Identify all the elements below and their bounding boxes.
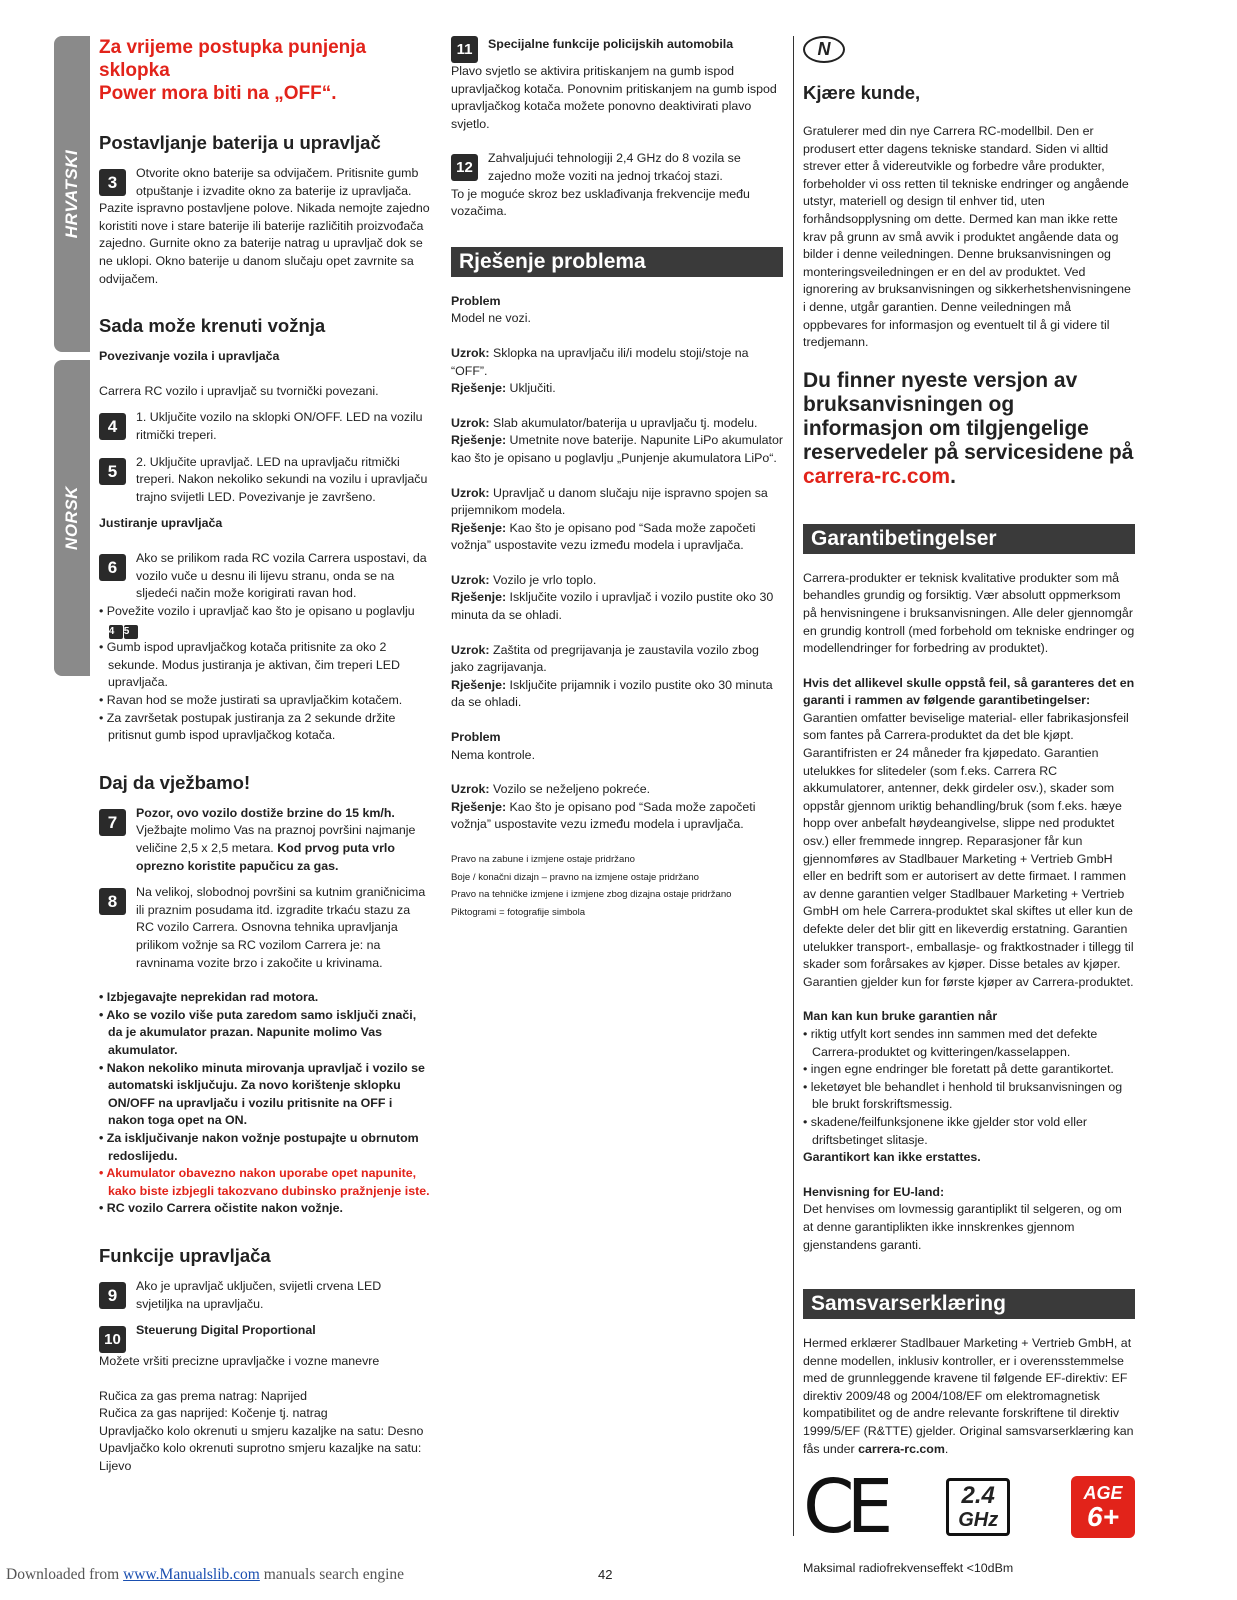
column-divider bbox=[793, 36, 794, 1536]
heading-batteries: Postavljanje baterija u upravljač bbox=[99, 132, 381, 153]
age-6-plus-icon: AGE 6+ bbox=[1071, 1476, 1135, 1538]
paragraph-bold: Hvis det allikevel skulle oppstå feil, så garanteres det en garanti i rammen av følgende garantibetingelser: bbox=[803, 675, 1135, 708]
section-bar-troubleshooting: Rješenje problema bbox=[451, 247, 783, 277]
list-item: Upravljačko kolo okrenuti u smjeru kazaljke na satu: Desno bbox=[99, 1423, 424, 1438]
problem-text: Nema kontrole. bbox=[451, 747, 536, 762]
paragraph: Možete vršiti precizne upravljačke i vozne manevre bbox=[99, 1354, 380, 1369]
step-text: Otvorite okno baterije sa odvijačem. Pritisnite gumb otpuštanje i izvadite okno za baterije iz upravljača. bbox=[136, 166, 419, 198]
trouble-item: Uzrok: Upravljač u danom slučaju nije ispravno spojen sa prijemnikom modela. Rješenje: Kao što je opisano pod “Sada može započeti vožnja” uspostavite vezu između modela i upravljača. bbox=[451, 485, 768, 553]
max-power-note: Maksimal radiofrekvenseffekt <10dBm bbox=[803, 1561, 1014, 1576]
tab-label: HRVATSKI bbox=[62, 149, 81, 239]
step-title: Specijalne funkcije policijskih automobila bbox=[488, 37, 734, 51]
trouble-item: Uzrok: Vozilo se neželjeno pokreće. Rješenje: Kao što je opisano pod “Sada može započeti vožnja” uspostavite vezu između modela i upravljača. bbox=[451, 782, 756, 832]
step-text: Pozor, ovo vozilo dostiže brzine do 15 km/h. Vježbajte molimo Vas na praznoj površini najmanje veličine 2,5 x 2,5 metara. Kod prvog puta vrlo oprezno koristite papučicu za gas. bbox=[136, 805, 416, 873]
subheading: Man kan kun bruke garantien når bbox=[803, 1009, 998, 1024]
manualslib-link[interactable]: www.Manualslib.com bbox=[123, 1566, 260, 1583]
step-5 bbox=[99, 454, 431, 507]
tab-label: NORSK bbox=[62, 486, 81, 550]
subheading-connect: Povezivanje vozila i upravljača bbox=[99, 349, 280, 364]
step-10 bbox=[99, 1322, 431, 1353]
list-item: • ingen egne endringer ble foretatt på dette garantikortet. bbox=[803, 1062, 1114, 1077]
step-text: 1. Uključite vozilo na sklopki ON/OFF. LED na vozilu ritmički treperi. bbox=[136, 410, 423, 442]
section-bar-warranty: Garantibetingelser bbox=[803, 524, 1135, 554]
website-link[interactable]: carrera-rc.com bbox=[803, 464, 951, 488]
step-number: 11 bbox=[451, 36, 478, 63]
note: Piktogrami = fotografije simbola bbox=[451, 906, 586, 918]
certification-logos bbox=[803, 1464, 1135, 1551]
list-item: Ručica za gas naprijed: Kočenje tj. natrag bbox=[99, 1406, 328, 1421]
charging-warning-heading: Za vrijeme postupka punjenja sklopka Power mora biti na „OFF“. bbox=[99, 37, 367, 104]
problem-label: Problem bbox=[451, 293, 501, 308]
legal-notes bbox=[451, 851, 783, 921]
section-bar-conformity: Samsvarserklæring bbox=[803, 1289, 1135, 1319]
note: Boje / konačni dizajn – pravno na izmjene ostaje pridržano bbox=[451, 871, 699, 883]
column-croatian-2 bbox=[451, 36, 783, 921]
step-number: 7 bbox=[99, 809, 126, 836]
conditions-list bbox=[803, 1026, 1135, 1149]
step-3 bbox=[99, 165, 431, 200]
heading-drive: Sada može krenuti vožnja bbox=[99, 315, 326, 337]
paragraph: Garantien omfatter beviselige material- eller fabrikasjonsfeil som fantes på Carrera-produktet da det ble kjøpt. Garantifristen er 24 måneder fra kjøpedato. Garantien utelukkes for slitedeler (som f.eks. Carrera RC akkumulatorer, antenner, dekk girdeler osv.), skader som oppstår gjennom uriktig behandling/bruk (som f.eks. hæye hopp over anbefalt høydeangivelse, slippe ned produktet osv.) eller fremmede inngrep. Reparasjoner får kun gjennomføres av Stadlbauer Marketing + Vertrieb GmbH eller en bedrift som er autorisert av dette firmaet. I rammen av denne garantien velger Stadlbauer Marketing + Vertrieb GmbH om hele Carrera-produktet skal skiftes ut eller kun de defekte deler det blir gitt en likeverdig erstatning. Garantien utelukker transport-, emballasje- og fraktkostnader i tillegg til skader som forårsakes av kjøper. Disse betales av kjøper. Garantien gjelder kun for første kjøper av Carrera-produktet. bbox=[803, 710, 1134, 989]
step-number: 3 bbox=[99, 169, 126, 196]
list-item: • RC vozilo Carrera očistite nakon vožnje. bbox=[99, 1201, 343, 1216]
problem-text: Model ne vozi. bbox=[451, 311, 531, 326]
paragraph: Plavo svjetlo se aktivira pritiskanjem na gumb ispod upravljačkog kotača. Ponovnim pritiskanjem na gumb ispod upravljačkog kotača možete ponovno deaktivirati plavo svjetlo. bbox=[451, 64, 777, 131]
manual-notice: Du finner nyeste versjon av bruksanvisningen og informasjon om tilgjengelige reservedeler på servicesidene på carrera-rc.com. bbox=[803, 368, 1134, 488]
step-12 bbox=[451, 150, 783, 185]
step-9 bbox=[99, 1278, 431, 1313]
card-note: Garantikort kan ikke erstattes. bbox=[803, 1150, 981, 1165]
step-8 bbox=[99, 884, 431, 972]
page-number: 42 bbox=[598, 1567, 613, 1582]
step-11 bbox=[451, 36, 783, 63]
list-item: • Gumb ispod upravljačkog kotača pritisnite za oko 2 sekunde. Modus justiranja je aktivan, čim treperi LED upravljača. bbox=[99, 640, 401, 690]
step-text: Ako je upravljač uključen, svijetli crvena LED svjetiljka na upravljaču. bbox=[136, 1278, 382, 1311]
step-number: 6 bbox=[99, 554, 126, 581]
paragraph: To je moguće skroz bez usklađivanja frekvencije među vozačima. bbox=[451, 186, 750, 219]
step-text: 2. Uključite upravljač. LED na upravljaču ritmički treperi. Nakon nekoliko sekundi na vozilu i upravljaču trajno svijetli LED. Povezivanje je završeno. bbox=[136, 454, 428, 504]
ce-mark-icon: CE bbox=[803, 1464, 886, 1551]
step-6 bbox=[99, 550, 431, 603]
language-badge: N bbox=[803, 36, 845, 63]
list-item: • riktig utfylt kort sendes inn sammen med det defekte Carrera-produktet og kvitteringen/kasselappen. bbox=[803, 1026, 1098, 1059]
heading-functions: Funkcije upravljača bbox=[99, 1244, 271, 1266]
list-item: Ručica za gas prema natrag: Naprijed bbox=[99, 1388, 307, 1403]
list-item: • Ravan hod se može justirati sa upravljačkim kotačem. bbox=[99, 693, 403, 708]
trim-list bbox=[99, 603, 431, 745]
website-link[interactable]: carrera-rc.com bbox=[858, 1441, 945, 1456]
step-number: 12 bbox=[451, 154, 478, 181]
paragraph: Det henvises om lovmessig garantiplikt til selgeren, og om at denne garantiplikten ikke innskrenkes gjennom gjenstandens garanti. bbox=[803, 1202, 1122, 1252]
paragraph: Gratulerer med din nye Carrera RC-modellbil. Den er produsert etter dagens tekniske standard. Siden vi alltid strever etter å videreutvikle og forbedre våre produkter, forbeholder vi oss retten til tekniske endringer og angående utstyr, materiell og design til enhver tid, uten forhåndsopplysning om dette. Dermed kan man ikke rette krav på grunn av små avvik i produktet angående data og bilder i denne veiledningen. Denne bruksanvisningen og monteringsveiledningen er en del av produktet. Ved ignorering av bruksanvisningen og sikkerhetshenvisningene i denne, utgår garantien. Denne veiledningen må oppbevares for informasjon og eventuelt til å gi videre til tredjemann. bbox=[803, 124, 1131, 350]
step-title: Steuerung Digital Proportional bbox=[136, 1323, 316, 1338]
step-4 bbox=[99, 409, 431, 444]
heading-practice: Daj da vježbamo! bbox=[99, 771, 251, 793]
trouble-item: Uzrok: Zaštita od pregrijavanja je zaustavila vozilo zbog jako zagrijavanja. Rješenje: Isključite prijamnik i vozilo pustite oko 30 minuta da se ohladi. bbox=[451, 642, 773, 710]
trouble-item: Uzrok: Vozilo je vrlo toplo. Rješenje: Isključite vozilo i upravljač i vozilo pustite oko 30 minuta da se ohladi. bbox=[451, 572, 774, 623]
list-item: • Za isključivanje nakon vožnje postupajte u obrnutom redoslijedu. bbox=[99, 1130, 419, 1163]
note: Pravo na tehničke izmjene i izmjene zbog dizajna ostaje pridržano bbox=[451, 889, 732, 900]
step-number: 5 bbox=[99, 458, 126, 485]
list-item: • Izbjegavajte neprekidan rad motora. bbox=[99, 990, 319, 1005]
problem-label: Problem bbox=[451, 730, 501, 745]
step-ref: 4 bbox=[109, 625, 123, 639]
step-ref: 5 bbox=[124, 625, 138, 639]
step-number: 9 bbox=[99, 1282, 126, 1309]
column-croatian-1 bbox=[99, 36, 431, 1476]
column-norwegian bbox=[803, 36, 1135, 1578]
list-item: • skadene/feilfunksjonene ikke gjelder stor vold eller driftsbetinget slitasje. bbox=[803, 1114, 1087, 1147]
subheading: Henvisning for EU-land: bbox=[803, 1184, 945, 1199]
note: Pravo na zabune i izmjene ostaje pridržano bbox=[451, 854, 635, 865]
step-text: Ako se prilikom rada RC vozila Carrera uspostavi, da vozilo vuče u desnu ili lijevu stranu, onda se na sljedeći način može korigirati ravan hod. bbox=[136, 550, 427, 601]
step-number: 4 bbox=[99, 413, 126, 440]
step-number: 8 bbox=[99, 888, 126, 915]
step-number: 10 bbox=[99, 1326, 126, 1353]
paragraph: Carrera RC vozilo i upravljač su tvornički povezani. bbox=[99, 383, 379, 398]
list-item: • Nakon nekoliko minuta mirovanja upravljač i vozilo se automatski isključuju. Za novo korištenje sklopku ON/OFF na upravljaču i vozilu pritisnite na OFF i nakon toga opet na ON. bbox=[99, 1060, 425, 1128]
paragraph: Hermed erklærer Stadlbauer Marketing + Vertrieb GmbH, at denne modellen, inklusiv kontroller, er i overensstemmelse med de grunnleggende kravene til følgende EF-direktiv: EF direktiv 2009/48 og 2004/108/EF om elektromagnetisk kompatibilitet og de andre relevante forskriftene til direktiv 1999/5/EF (R&TTE) gjelder. Original samsvarserklæring kan fås under carrera-rc.com. bbox=[803, 1336, 1134, 1456]
list-item: • Povežite vozilo i upravljač kao što je opisano u poglavlju 4 5 bbox=[99, 603, 415, 638]
tips-list bbox=[99, 989, 431, 1218]
paragraph: Carrera-produkter er teknisk kvalitative produkter som må behandles grundig og forsiktig. Vær absolutt oppmerksom på henvisningene i bruksanvisningen. Alle deler gjennomgår en grundig kontroll (med forbehold om tekniske endringer og modellendringer for forbedring av produktet). bbox=[803, 570, 1135, 656]
list-item: • Akumulator obavezno nakon uporabe opet napunite, kako biste izbjegli takozvano dubinsko pražnjenje iste. bbox=[99, 1166, 430, 1198]
list-item: • Ako se vozilo više puta zaredom samo isključi znači, da je akumulator prazan. Napunite molimo Vas akumulator. bbox=[99, 1007, 417, 1057]
list-item: Upavljačko kolo okrenuti suprotno smjeru kazaljke na satu: Lijevo bbox=[99, 1441, 422, 1474]
frequency-2-4ghz-icon: 2.4 GHz bbox=[946, 1478, 1010, 1536]
trouble-item: Uzrok: Slab akumulator/baterija u upravljaču tj. modelu. Rješenje: Umetnite nove baterije. Napunite LiPo akumulator kao što je opisano u poglavlju „Punjenje akumulatora LiPo“. bbox=[451, 415, 783, 465]
step-text: Na velikoj, slobodnoj površini sa kutnim graničnicima ili praznim posudama itd. izgradite trkaću stazu za RC vozilo Carrera. Osnovna tehnika upravljanja prilikom vožnje sa RC vozilom Carrera je: na ravninama vozite brzo i zakočite u krivinama. bbox=[136, 885, 426, 970]
language-tab-norwegian bbox=[54, 360, 90, 676]
greeting: Kjære kunde, bbox=[803, 82, 921, 103]
trouble-item: Uzrok: Sklopka na upravljaču ili/i modelu stoji/stoje na “OFF”. Rješenje: Uključiti. bbox=[451, 345, 749, 396]
controls-list bbox=[99, 1388, 431, 1476]
step-7 bbox=[99, 805, 431, 875]
step-text: Zahvaljujući tehnologiji 2,4 GHz do 8 vozila se zajedno može voziti na jednoj trkaćoj stazi. bbox=[488, 151, 741, 183]
list-item: • Za završetak postupak justiranja za 2 sekunde držite pritisnut gumb ispod upravljačkog kotača. bbox=[99, 710, 396, 743]
language-tab-croatian bbox=[54, 36, 90, 352]
download-footer: Downloaded from www.Manualslib.com manuals search engine bbox=[6, 1566, 405, 1583]
list-item: • leketøyet ble behandlet i henhold til bruksanvisningen og ble brukt forskriftsmessig. bbox=[803, 1079, 1123, 1112]
subheading-trim: Justiranje upravljača bbox=[99, 516, 223, 531]
paragraph: Pazite ispravno postavljene polove. Nikada nemojte zajedno koristiti nove i stare baterije ili baterije različitih proizvođača zajedno. Gurnite okno za baterije natrag u upravljač dok se ne uklopi. Okno baterije u danom slučaju opet zavrnite sa odvijačem. bbox=[99, 201, 430, 286]
